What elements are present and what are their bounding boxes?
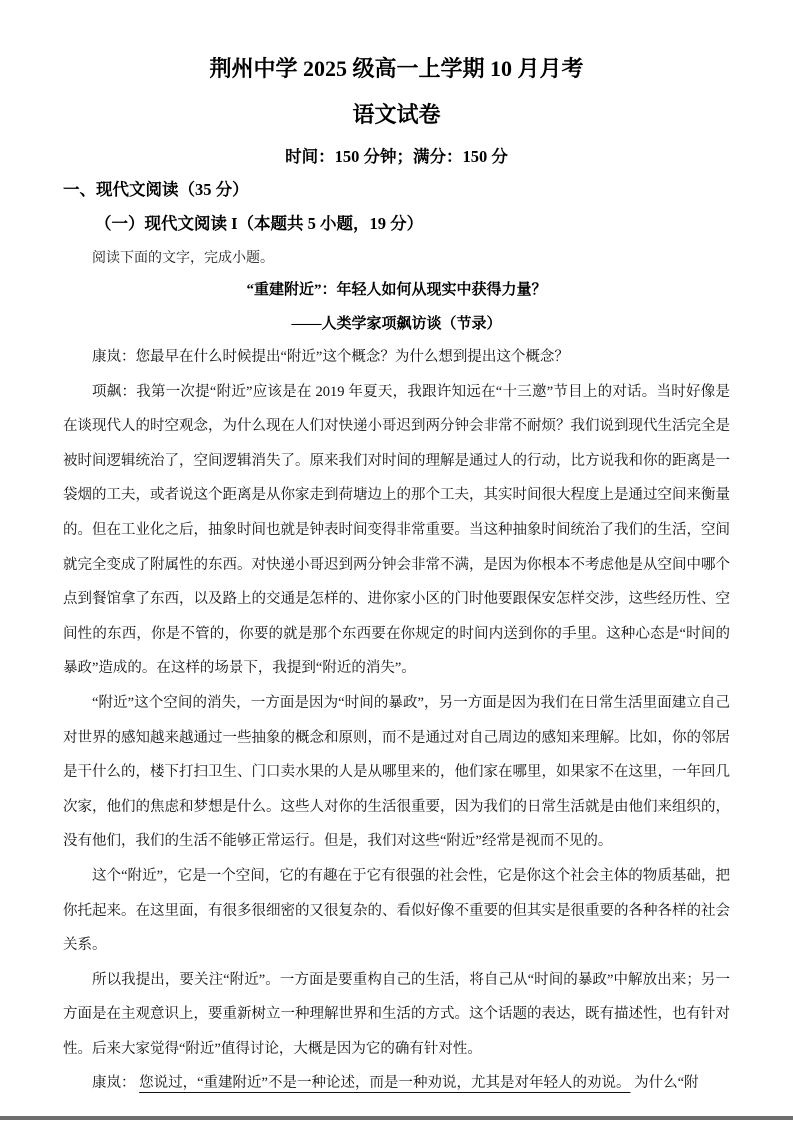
- interview-paragraph-5: 所以我提出，要关注“附近”。一方面是要重构自己的生活，将自己从“时间的暴政”中解放出来；另一方面是在主观意识上，要重新树立一种理解世界和生活的方式。这个话题的表达，既有描述性，也有针对性。后来大家觉得“附近”值得讨论，大概是因为它的确有针对性。: [63, 971, 730, 1057]
- interview-paragraph-3: “附近”这个空间的消失，一方面是因为“时间的暴政”，另一方面是因为我们在日常生活里面建立自己对世界的感知越来越通过一些抽象的概念和原则，而不是通过对自己周边的感知来理解。比如，你的邻居是干什么的，楼下打扫卫生、门口卖水果的人是从哪里来的，他们家在哪里，如果家不在这里，一年回几次家，他们的焦虑和梦想是什么。这些人对你的生活很重要，因为我们的日常生活就是由他们来组织的，没有他们，我们的生活不能够正常运行。但是，我们对这些“附近”经常是视而不见的。: [63, 694, 730, 850]
- section-heading-modern-reading: 一、现代文阅读（35 分）: [63, 180, 249, 199]
- reading-instruction: 阅读下面的文字，完成小题。: [92, 251, 274, 266]
- interview-body: [63, 340, 730, 1101]
- page-title: 荆州中学 2025 级高一上学期 10 月月考: [209, 56, 584, 81]
- article-subtitle: ——人类学家项飙访谈（节录）: [291, 316, 502, 332]
- speaker-label: 康岚：: [92, 1075, 136, 1092]
- interview-paragraph-2: 项飙：我第一次提“附近”应该是在 2019 年夏天，我跟许知远在“十三邀”节目上的对话。当时好像是在谈现代人的时空观念，为什么现在人们对快递小哥迟到两分钟会非常不耐烦？我们说到现代生活完全是被时间逻辑统治了，空间逻辑消失了。原来我们对时间的理解是通过人的行动，比方说我和你的距离是一袋烟的工夫，或者说这个距离是从你家走到荷塘边上的那个工夫，其实时间很大程度上是通过空间来衡量的。但在工业化之后，抽象时间也就是钟表时间变得非常重要。当这种抽象时间统治了我们的生活，空间就完全变成了附属性的东西。对快递小哥迟到两分钟会非常不满，是因为你根本不考虑他是从空间中哪个点到餐馆拿了东西，以及路上的交通是怎样的、进你家小区的门时他要跟保安怎样交涉，这些经历性、空间性的东西，你是不管的，你要的就是那个东西要在你规定的时间内送到你的手里。这种心态是“时间的暴政”造成的。在这样的场景下，我提到“附近的消失”。: [63, 383, 730, 677]
- subsection-heading-reading-one: （一）现代文阅读 I（本题共 5 小题，19 分）: [95, 214, 424, 233]
- interview-paragraph-6: [63, 1066, 730, 1101]
- page-subtitle: 语文试卷: [352, 102, 441, 127]
- article-title: “重建附近”：年轻人如何从现实中获得力量？: [246, 282, 547, 298]
- exam-time-score-meta: 时间：150 分钟；满分：150 分: [285, 147, 508, 166]
- page-edge-bar: [0, 1116, 793, 1120]
- underlined-statement: 您说过，“重建附近”不是一种论述，而是一种劝说，尤其是对年轻人的劝说。: [139, 1075, 631, 1092]
- interview-paragraph-4: 这个“附近”，它是一个空间，它的有趣在于它有很强的社会性，它是你这个社会主体的物质基础，把你托起来。在这里面，有很多很细密的又很复杂的、看似好像不重要的但其实是很重要的各种各样的社会关系。: [63, 867, 730, 954]
- trailing-cutoff-text: 为什么“附: [634, 1075, 699, 1092]
- interview-paragraph-1: 康岚：您最早在什么时候提出“附近”这个概念？为什么想到提出这个概念？: [92, 349, 569, 365]
